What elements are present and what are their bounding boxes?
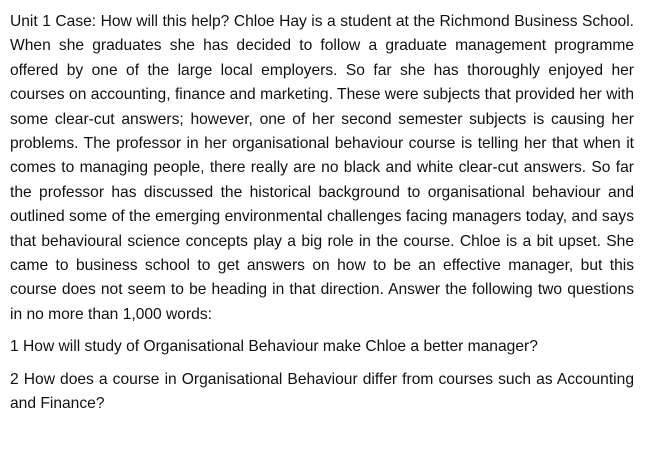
case-paragraph: Unit 1 Case: How will this help? Chloe Hay is a student at the Richmond Business School. When she graduates she has decided to follow a graduate management programme offered by one of the large local employers. So far she has thoroughly enjoyed her courses on accounting, finance and marketing. These were subjects that provided her with some clear-cut answers; however, one of her second semester subjects is causing her problems. The professor in her organisational behaviour course is telling her that when it comes to managing people, there really are no black and white clear-cut answers. So far the professor has discussed the historical background to organisational behaviour and outlined some of the emerging environmental challenges facing managers today, and says that behavioural science concepts play a big role in the course. Chloe is a bit upset. She came to business school to get answers on how to be an effective manager, but this course does not seem to be heading in that direction. Answer the following two questions in no more than 1,000 words: <box>10 13 634 323</box>
question-1: 1 How will study of Organisational Behaviour make Chloe a better manager? <box>10 338 538 356</box>
document-body <box>10 10 634 425</box>
question-2: 2 How does a course in Organisational Behaviour differ from courses such as Accounting and Finance? <box>10 370 634 413</box>
